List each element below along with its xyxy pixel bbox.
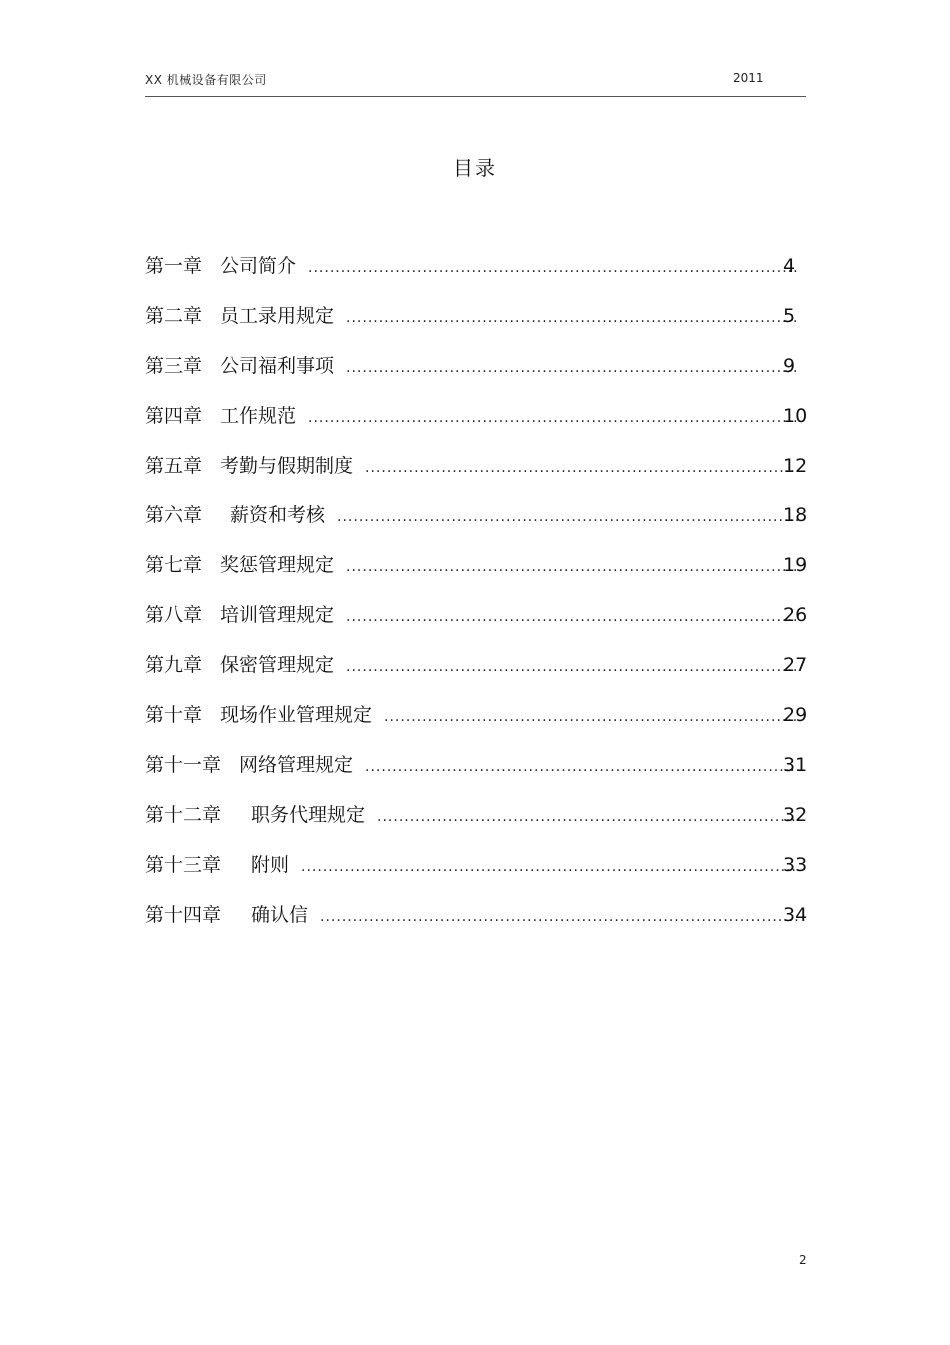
toc-title: 目录: [453, 156, 497, 180]
toc-chapter: 第十一章: [145, 753, 222, 776]
toc-name: 网络管理规定: [239, 753, 354, 776]
toc-chapter: 第七章: [145, 554, 203, 577]
toc-page: 27: [783, 654, 808, 677]
toc-entry-8[interactable]: [145, 600, 815, 650]
toc-page: 34: [783, 903, 808, 926]
toc-entry-13[interactable]: [145, 850, 815, 900]
toc-entry-2[interactable]: [145, 301, 815, 351]
toc-leader: [308, 260, 799, 276]
toc-name: 薪资和考核: [230, 504, 326, 527]
toc-name: 员工录用规定: [220, 304, 335, 327]
toc-name: 公司福利事项: [220, 354, 335, 377]
toc-page: 10: [783, 404, 808, 427]
toc-page: 4: [783, 255, 796, 277]
toc-entry-3[interactable]: [145, 351, 815, 401]
toc-chapter: 第一章: [145, 255, 203, 277]
toc-page: 29: [783, 704, 808, 727]
toc-page: 33: [783, 853, 808, 876]
toc-leader: [320, 909, 799, 925]
toc-page: 19: [783, 554, 808, 577]
toc-entry-5[interactable]: [145, 451, 815, 501]
toc-name: 工作规范: [220, 404, 297, 427]
toc-name: 培训管理规定: [220, 604, 335, 627]
toc-entry-14[interactable]: [145, 900, 815, 950]
toc-page: 32: [783, 803, 808, 826]
toc-name: 附则: [251, 853, 290, 876]
table-of-contents: [145, 251, 815, 949]
toc-chapter: 第四章: [145, 404, 203, 427]
toc-page: 18: [783, 504, 808, 527]
toc-leader: [337, 509, 799, 525]
header-year: 2011: [733, 71, 764, 85]
toc-leader: [365, 759, 799, 775]
toc-chapter: 第三章: [145, 354, 203, 377]
toc-leader: [346, 360, 799, 376]
toc-chapter: 第十章: [145, 704, 203, 727]
toc-chapter: 第十三章: [145, 853, 222, 876]
toc-name: 考勤与假期制度: [220, 454, 354, 477]
toc-leader: [377, 809, 799, 825]
toc-name: 确认信: [251, 903, 309, 926]
toc-leader: [301, 859, 799, 875]
toc-entry-1[interactable]: [145, 251, 815, 301]
toc-chapter: 第十四章: [145, 903, 222, 926]
toc-name: 现场作业管理规定: [220, 704, 373, 727]
toc-chapter: 第二章: [145, 304, 203, 327]
toc-chapter: 第八章: [145, 604, 203, 627]
toc-page: 5: [783, 304, 796, 327]
toc-leader: [384, 709, 799, 725]
toc-name: 奖惩管理规定: [220, 554, 335, 577]
toc-page: 31: [783, 753, 808, 776]
toc-name: 公司简介: [220, 255, 297, 277]
toc-leader: [346, 609, 799, 625]
toc-name: 保密管理规定: [220, 654, 335, 677]
toc-chapter: 第五章: [145, 454, 203, 477]
toc-chapter: 第九章: [145, 654, 203, 677]
toc-page: 26: [783, 604, 808, 627]
toc-leader: [308, 410, 799, 426]
toc-page: 9: [783, 354, 796, 377]
toc-name: 职务代理规定: [251, 803, 366, 826]
toc-page: 12: [783, 454, 808, 477]
toc-entry-9[interactable]: [145, 650, 815, 700]
header-divider: [145, 96, 806, 97]
toc-entry-7[interactable]: [145, 550, 815, 600]
toc-chapter: 第十二章: [145, 803, 222, 826]
toc-entry-10[interactable]: [145, 700, 815, 750]
page-number: 2: [799, 1253, 807, 1267]
toc-entry-6[interactable]: [145, 500, 815, 550]
toc-chapter: 第六章: [145, 504, 203, 527]
toc-entry-4[interactable]: [145, 401, 815, 451]
toc-entry-12[interactable]: [145, 800, 815, 850]
toc-leader: [346, 310, 799, 326]
toc-leader: [346, 659, 799, 675]
header-company: XX 机械设备有限公司: [145, 73, 267, 87]
toc-leader: [365, 460, 799, 476]
toc-entry-11[interactable]: [145, 750, 815, 800]
toc-leader: [346, 559, 799, 575]
